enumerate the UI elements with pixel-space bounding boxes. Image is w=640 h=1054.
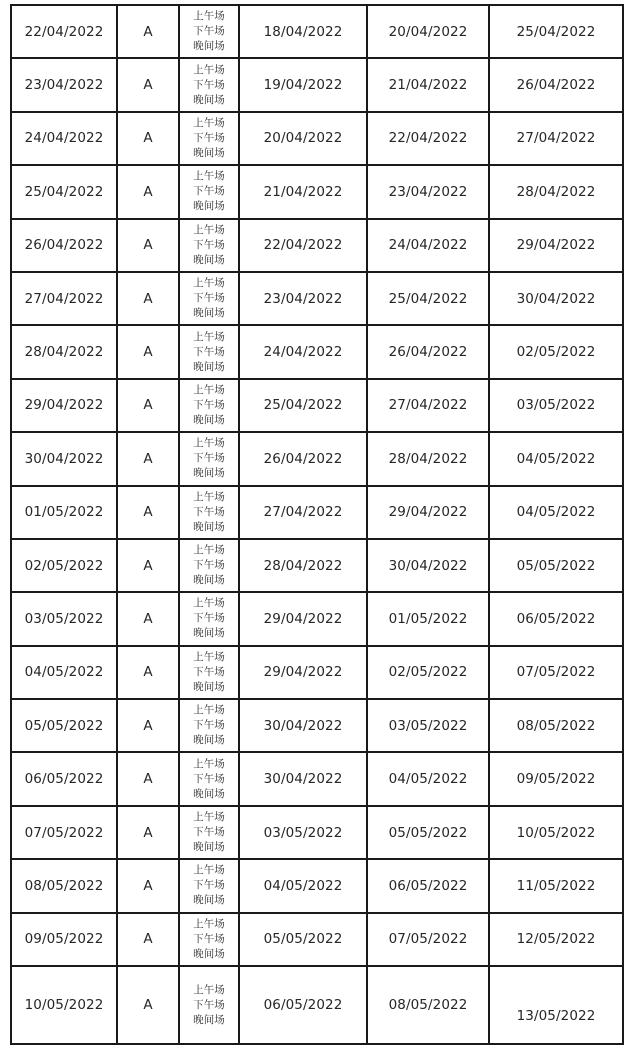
session-label: 晚间场 xyxy=(193,307,225,320)
date-col-3-cell: 05/05/2022 xyxy=(489,539,623,592)
session-label: 上午场 xyxy=(193,277,225,290)
session-cell xyxy=(179,646,239,699)
category-cell: A xyxy=(117,165,179,218)
exam-date-cell: 01/05/2022 xyxy=(11,486,117,539)
session-cell xyxy=(179,165,239,218)
table-row xyxy=(11,592,623,645)
session-label: 上午场 xyxy=(193,544,225,557)
session-list xyxy=(180,810,238,855)
session-cell xyxy=(179,432,239,485)
session-label: 晚间场 xyxy=(193,787,225,800)
date-col-2-cell: 30/04/2022 xyxy=(367,539,489,592)
table-row xyxy=(11,966,623,1044)
session-label: 下午场 xyxy=(193,398,225,411)
session-label: 晚间场 xyxy=(193,894,225,907)
date-col-1-cell: 28/04/2022 xyxy=(239,539,367,592)
session-label: 晚间场 xyxy=(193,413,225,426)
session-list xyxy=(180,9,238,54)
session-list xyxy=(180,650,238,695)
exam-date-cell: 22/04/2022 xyxy=(11,5,117,58)
date-col-3-cell: 11/05/2022 xyxy=(489,859,623,912)
table-row xyxy=(11,379,623,432)
date-col-1-cell: 19/04/2022 xyxy=(239,58,367,111)
date-col-1-cell: 18/04/2022 xyxy=(239,5,367,58)
table-row xyxy=(11,219,623,272)
session-label: 下午场 xyxy=(193,719,225,732)
table-row xyxy=(11,58,623,111)
exam-date-cell: 04/05/2022 xyxy=(11,646,117,699)
exam-date-cell: 25/04/2022 xyxy=(11,165,117,218)
session-label: 上午场 xyxy=(193,10,225,23)
session-label: 晚间场 xyxy=(193,253,225,266)
session-label: 晚间场 xyxy=(193,93,225,106)
session-label: 上午场 xyxy=(193,383,225,396)
session-label: 上午场 xyxy=(193,490,225,503)
category-cell: A xyxy=(117,432,179,485)
category-cell: A xyxy=(117,592,179,645)
session-cell xyxy=(179,539,239,592)
date-col-1-cell: 23/04/2022 xyxy=(239,272,367,325)
exam-date-cell: 27/04/2022 xyxy=(11,272,117,325)
date-col-1-cell: 03/05/2022 xyxy=(239,806,367,859)
date-col-2-cell: 20/04/2022 xyxy=(367,5,489,58)
session-label: 晚间场 xyxy=(193,947,225,960)
session-label: 上午场 xyxy=(193,116,225,129)
session-label: 下午场 xyxy=(193,665,225,678)
session-cell xyxy=(179,966,239,1044)
date-col-3-cell: 04/05/2022 xyxy=(489,432,623,485)
session-label: 上午场 xyxy=(193,811,225,824)
session-label: 晚间场 xyxy=(193,1013,225,1026)
category-cell: A xyxy=(117,859,179,912)
category-cell: A xyxy=(117,5,179,58)
date-col-1-cell: 29/04/2022 xyxy=(239,646,367,699)
date-col-3-cell: 30/04/2022 xyxy=(489,272,623,325)
session-label: 下午场 xyxy=(193,559,225,572)
session-label: 晚间场 xyxy=(193,146,225,159)
session-list xyxy=(180,543,238,588)
exam-date-cell: 29/04/2022 xyxy=(11,379,117,432)
category-cell: A xyxy=(117,112,179,165)
session-label: 上午场 xyxy=(193,704,225,717)
exam-date-cell: 05/05/2022 xyxy=(11,699,117,752)
category-cell: A xyxy=(117,966,179,1044)
category-cell: A xyxy=(117,219,179,272)
session-label: 下午场 xyxy=(193,452,225,465)
date-col-3-cell: 13/05/2022 xyxy=(489,966,623,1044)
date-col-1-cell: 24/04/2022 xyxy=(239,325,367,378)
category-cell: A xyxy=(117,539,179,592)
date-col-3-cell: 09/05/2022 xyxy=(489,752,623,805)
category-cell: A xyxy=(117,379,179,432)
table-row xyxy=(11,5,623,58)
session-label: 上午场 xyxy=(193,983,225,996)
session-list xyxy=(180,917,238,962)
session-cell xyxy=(179,379,239,432)
date-col-3-cell: 12/05/2022 xyxy=(489,913,623,966)
session-list xyxy=(180,703,238,748)
session-label: 晚间场 xyxy=(193,40,225,53)
session-list xyxy=(180,383,238,428)
table-row xyxy=(11,165,623,218)
date-col-3-cell: 04/05/2022 xyxy=(489,486,623,539)
session-list xyxy=(180,436,238,481)
session-cell xyxy=(179,486,239,539)
session-label: 上午场 xyxy=(193,864,225,877)
session-label: 上午场 xyxy=(193,170,225,183)
date-col-2-cell: 02/05/2022 xyxy=(367,646,489,699)
table-row xyxy=(11,913,623,966)
category-cell: A xyxy=(117,646,179,699)
date-col-2-cell: 21/04/2022 xyxy=(367,58,489,111)
table-row xyxy=(11,325,623,378)
date-col-2-cell: 23/04/2022 xyxy=(367,165,489,218)
exam-date-cell: 07/05/2022 xyxy=(11,806,117,859)
session-list xyxy=(180,596,238,641)
session-label: 晚间场 xyxy=(193,467,225,480)
exam-date-cell: 23/04/2022 xyxy=(11,58,117,111)
session-cell xyxy=(179,325,239,378)
date-col-2-cell: 22/04/2022 xyxy=(367,112,489,165)
exam-date-cell: 09/05/2022 xyxy=(11,913,117,966)
session-cell xyxy=(179,592,239,645)
date-col-2-cell: 26/04/2022 xyxy=(367,325,489,378)
session-cell xyxy=(179,699,239,752)
session-list xyxy=(180,330,238,375)
session-cell xyxy=(179,752,239,805)
table-row xyxy=(11,646,623,699)
session-label: 晚间场 xyxy=(193,841,225,854)
exam-date-cell: 30/04/2022 xyxy=(11,432,117,485)
table-row xyxy=(11,752,623,805)
session-label: 晚间场 xyxy=(193,360,225,373)
session-label: 上午场 xyxy=(193,437,225,450)
session-label: 下午场 xyxy=(193,505,225,518)
date-col-2-cell: 03/05/2022 xyxy=(367,699,489,752)
session-list xyxy=(180,63,238,108)
date-col-2-cell: 01/05/2022 xyxy=(367,592,489,645)
exam-date-cell: 24/04/2022 xyxy=(11,112,117,165)
session-label: 晚间场 xyxy=(193,680,225,693)
session-label: 下午场 xyxy=(193,25,225,38)
session-label: 晚间场 xyxy=(193,734,225,747)
date-col-1-cell: 22/04/2022 xyxy=(239,219,367,272)
session-label: 下午场 xyxy=(193,826,225,839)
category-cell: A xyxy=(117,486,179,539)
date-col-2-cell: 29/04/2022 xyxy=(367,486,489,539)
session-label: 上午场 xyxy=(193,330,225,343)
date-col-3-cell: 08/05/2022 xyxy=(489,699,623,752)
date-col-2-cell: 28/04/2022 xyxy=(367,432,489,485)
session-label: 上午场 xyxy=(193,650,225,663)
session-label: 晚间场 xyxy=(193,200,225,213)
date-col-1-cell: 06/05/2022 xyxy=(239,966,367,1044)
table-row xyxy=(11,539,623,592)
date-col-3-cell: 27/04/2022 xyxy=(489,112,623,165)
session-label: 晚间场 xyxy=(193,574,225,587)
date-col-3-cell: 10/05/2022 xyxy=(489,806,623,859)
date-col-2-cell: 27/04/2022 xyxy=(367,379,489,432)
date-col-2-cell: 04/05/2022 xyxy=(367,752,489,805)
category-cell: A xyxy=(117,699,179,752)
session-cell xyxy=(179,5,239,58)
date-col-1-cell: 30/04/2022 xyxy=(239,752,367,805)
category-cell: A xyxy=(117,58,179,111)
session-label: 上午场 xyxy=(193,917,225,930)
exam-date-cell: 02/05/2022 xyxy=(11,539,117,592)
date-col-1-cell: 21/04/2022 xyxy=(239,165,367,218)
exam-date-cell: 28/04/2022 xyxy=(11,325,117,378)
session-cell xyxy=(179,806,239,859)
date-col-2-cell: 25/04/2022 xyxy=(367,272,489,325)
date-col-1-cell: 04/05/2022 xyxy=(239,859,367,912)
date-col-3-cell: 06/05/2022 xyxy=(489,592,623,645)
date-col-3-cell: 07/05/2022 xyxy=(489,646,623,699)
date-col-1-cell: 27/04/2022 xyxy=(239,486,367,539)
session-label: 下午场 xyxy=(193,998,225,1011)
table-row xyxy=(11,806,623,859)
session-label: 下午场 xyxy=(193,292,225,305)
session-label: 晚间场 xyxy=(193,627,225,640)
session-cell xyxy=(179,272,239,325)
session-label: 下午场 xyxy=(193,238,225,251)
date-col-3-cell: 03/05/2022 xyxy=(489,379,623,432)
session-list xyxy=(180,116,238,161)
date-col-3-cell: 25/04/2022 xyxy=(489,5,623,58)
session-list xyxy=(180,757,238,802)
exam-date-cell: 06/05/2022 xyxy=(11,752,117,805)
session-label: 上午场 xyxy=(193,757,225,770)
session-label: 上午场 xyxy=(193,63,225,76)
category-cell: A xyxy=(117,325,179,378)
table-row xyxy=(11,486,623,539)
session-label: 下午场 xyxy=(193,772,225,785)
session-cell xyxy=(179,58,239,111)
session-cell xyxy=(179,859,239,912)
session-label: 下午场 xyxy=(193,131,225,144)
date-col-1-cell: 05/05/2022 xyxy=(239,913,367,966)
date-col-1-cell: 30/04/2022 xyxy=(239,699,367,752)
session-label: 下午场 xyxy=(193,78,225,91)
table-row xyxy=(11,859,623,912)
table-row xyxy=(11,699,623,752)
session-list xyxy=(180,863,238,908)
date-col-1-cell: 29/04/2022 xyxy=(239,592,367,645)
session-label: 下午场 xyxy=(193,879,225,892)
session-label: 下午场 xyxy=(193,345,225,358)
session-cell xyxy=(179,112,239,165)
schedule-table-body xyxy=(11,5,623,1044)
session-cell xyxy=(179,219,239,272)
date-col-2-cell: 07/05/2022 xyxy=(367,913,489,966)
table-row xyxy=(11,272,623,325)
date-col-3-cell: 28/04/2022 xyxy=(489,165,623,218)
session-label: 上午场 xyxy=(193,597,225,610)
date-col-2-cell: 05/05/2022 xyxy=(367,806,489,859)
session-list xyxy=(180,983,238,1028)
session-list xyxy=(180,169,238,214)
session-label: 晚间场 xyxy=(193,520,225,533)
date-col-2-cell: 06/05/2022 xyxy=(367,859,489,912)
date-col-3-cell: 29/04/2022 xyxy=(489,219,623,272)
session-list xyxy=(180,490,238,535)
exam-date-cell: 26/04/2022 xyxy=(11,219,117,272)
date-col-2-cell: 24/04/2022 xyxy=(367,219,489,272)
table-row xyxy=(11,432,623,485)
schedule-table xyxy=(10,4,624,1045)
category-cell: A xyxy=(117,272,179,325)
session-list xyxy=(180,276,238,321)
exam-date-cell: 03/05/2022 xyxy=(11,592,117,645)
session-label: 下午场 xyxy=(193,932,225,945)
session-label: 上午场 xyxy=(193,223,225,236)
session-cell xyxy=(179,913,239,966)
category-cell: A xyxy=(117,806,179,859)
date-col-1-cell: 25/04/2022 xyxy=(239,379,367,432)
session-list xyxy=(180,223,238,268)
session-label: 下午场 xyxy=(193,185,225,198)
date-col-2-cell: 08/05/2022 xyxy=(367,966,489,1044)
table-row xyxy=(11,112,623,165)
date-col-3-cell: 02/05/2022 xyxy=(489,325,623,378)
category-cell: A xyxy=(117,913,179,966)
exam-date-cell: 10/05/2022 xyxy=(11,966,117,1044)
date-col-1-cell: 26/04/2022 xyxy=(239,432,367,485)
date-col-1-cell: 20/04/2022 xyxy=(239,112,367,165)
session-label: 下午场 xyxy=(193,612,225,625)
category-cell: A xyxy=(117,752,179,805)
date-col-3-cell: 26/04/2022 xyxy=(489,58,623,111)
exam-date-cell: 08/05/2022 xyxy=(11,859,117,912)
